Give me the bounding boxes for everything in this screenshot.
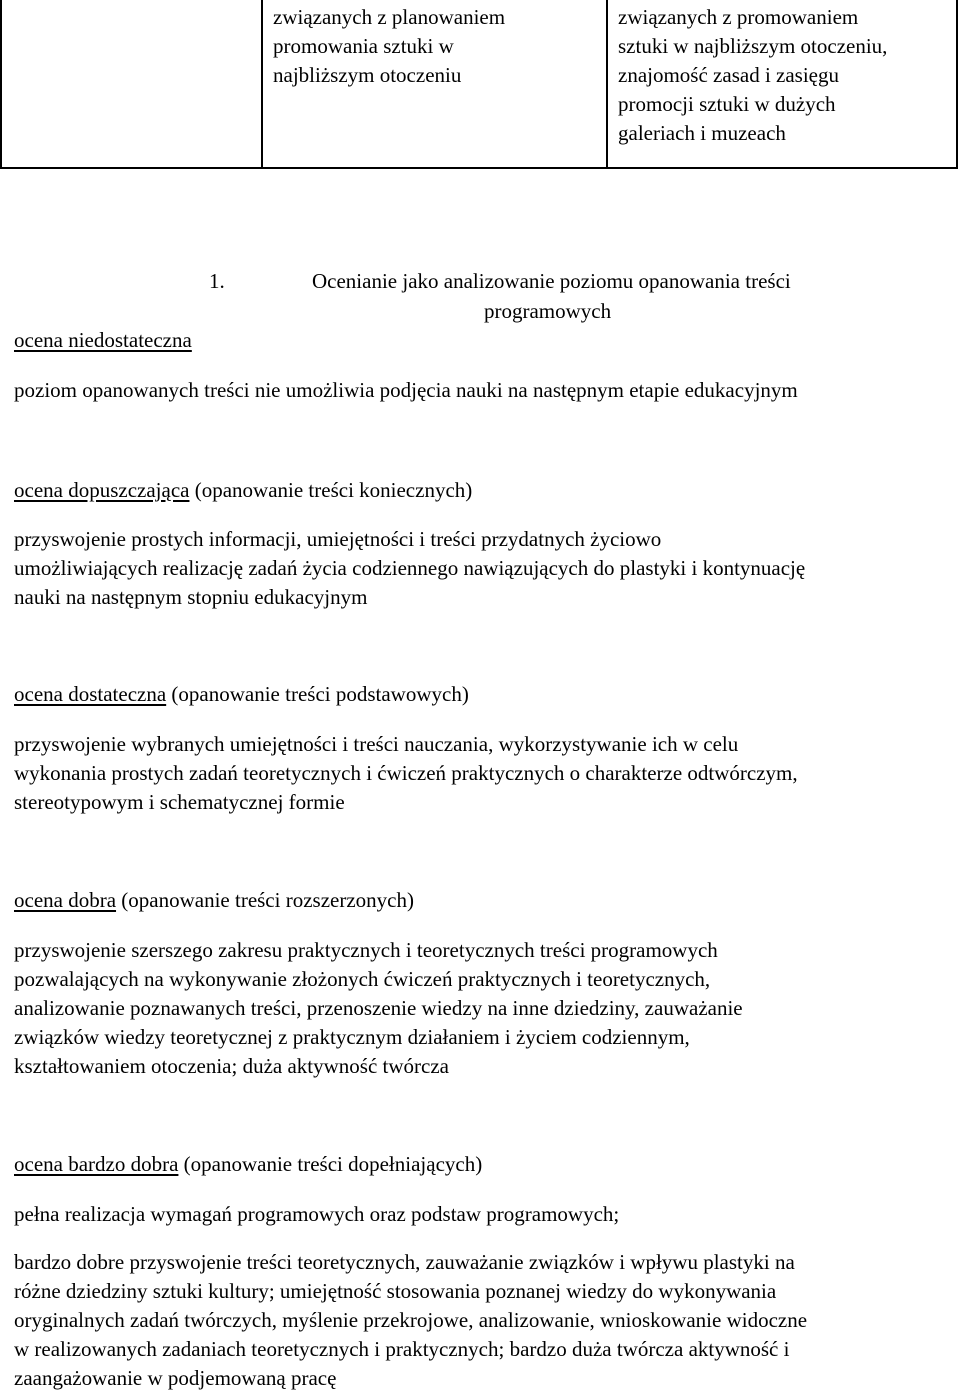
grade-name: ocena niedostateczna — [14, 328, 192, 352]
paragraph-line: poziom opanowanych treści nie umożliwia podjęcia nauki na następnym etapie edukacyjnym — [14, 378, 798, 402]
paragraph-line: pozwalających na wykonywanie złożonych ćwiczeń praktycznych i teoretycznych, — [14, 967, 711, 991]
paragraph-line: kształtowaniem otoczenia; duża aktywność twórcza — [14, 1054, 449, 1078]
paragraph-line: umożliwiających realizację zadań życia codziennego nawiązujących do plastyki i kontynuację — [14, 556, 806, 580]
paragraph-line: przyswojenie wybranych umiejętności i treści nauczania, wykorzystywanie ich w celu — [14, 732, 739, 756]
paragraph-line: stereotypowym i schematycznej formie — [14, 790, 345, 814]
grade-heading — [14, 886, 414, 915]
paragraph-line: związków wiedzy teoretycznej z praktycznym działaniem i życiem codziennym, — [14, 1025, 690, 1049]
grade-heading — [14, 326, 192, 355]
grade-name: ocena dostateczna — [14, 682, 167, 706]
grade-name: ocena bardzo dobra — [14, 1152, 179, 1176]
grade-name: ocena dopuszczająca — [14, 478, 190, 502]
grade-description — [14, 1200, 954, 1229]
grade-description — [14, 1248, 954, 1393]
table-cell-col2 — [262, 0, 607, 168]
grade-description — [14, 936, 954, 1081]
paragraph-line: analizowanie poznawanych treści, przenoszenie wiedzy na inne dziedziny, zauważanie — [14, 996, 743, 1020]
paragraph-line: wykonania prostych zadań teoretycznych i ćwiczeń praktycznych o charakterze odtwórczym, — [14, 761, 798, 785]
cell-line: związanych z promowaniem — [618, 5, 859, 29]
grade-description — [14, 376, 954, 405]
table-row — [1, 0, 957, 168]
cell-line: galeriach i muzeach — [618, 121, 786, 145]
grade-heading — [14, 680, 469, 709]
continuation-table — [0, 0, 958, 169]
grade-qualifier: (opanowanie treści rozszerzonych) — [116, 888, 414, 912]
paragraph-line: w realizowanych zadaniach teoretycznych i praktycznych; bardzo duża twórcza aktywność i — [14, 1337, 790, 1361]
cell-line: związanych z planowaniem — [273, 5, 506, 29]
grade-description — [14, 525, 954, 612]
grade-qualifier: (opanowanie treści podstawowych) — [166, 682, 469, 706]
paragraph-line: nauki na następnym stopniu edukacyjnym — [14, 585, 368, 609]
cell-line: znajomość zasad i zasięgu — [618, 63, 839, 87]
grade-qualifier: (opanowanie treści dopełniających) — [178, 1152, 483, 1176]
cell-line: promowania sztuki w — [273, 34, 454, 58]
section-number: 1. — [209, 269, 225, 293]
paragraph-line: przyswojenie szerszego zakresu praktycznych i teoretycznych treści programowych — [14, 938, 718, 962]
cell-line: najbliższym otoczeniu — [273, 63, 462, 87]
paragraph-line: bardzo dobre przyswojenie treści teoretycznych, zauważanie związków i wpływu plastyki na — [14, 1250, 795, 1274]
grade-heading — [14, 476, 472, 505]
paragraph-line: zaangażowanie w podjemowaną pracę — [14, 1366, 337, 1390]
grade-heading — [14, 1150, 482, 1179]
grade-qualifier: (opanowanie treści koniecznych) — [189, 478, 473, 502]
table-cell-col3 — [607, 0, 957, 168]
cell-line: promocji sztuki w dużych — [618, 92, 836, 116]
paragraph-line: pełna realizacja wymagań programowych oraz podstaw programowych; — [14, 1202, 620, 1226]
table-cell-empty — [1, 0, 262, 168]
grade-description — [14, 730, 954, 817]
cell-line: sztuki w najbliższym otoczeniu, — [618, 34, 888, 58]
paragraph-line: oryginalnych zadań twórczych, myślenie przekrojowe, analizowanie, wnioskowanie widoczne — [14, 1308, 808, 1332]
section-title: Ocenianie jako analizowanie poziomu opanowania treści — [312, 269, 791, 293]
grade-name: ocena dobra — [14, 888, 117, 912]
paragraph-line: różne dziedziny sztuki kultury; umiejętność stosowania poznanej wiedzy do wykonywania — [14, 1279, 777, 1303]
section-title-cont: programowych — [484, 299, 612, 323]
paragraph-line: przyswojenie prostych informacji, umiejętności i treści przydatnych życiowo — [14, 527, 662, 551]
